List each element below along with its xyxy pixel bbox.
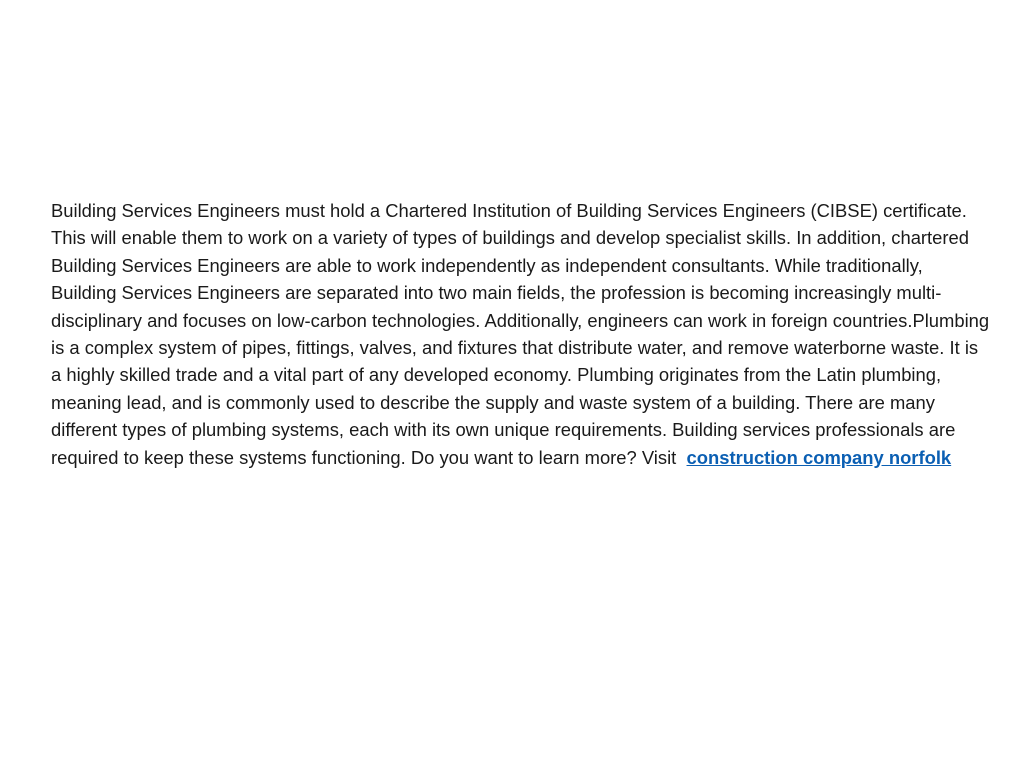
construction-company-link[interactable]: construction company norfolk [686, 446, 952, 468]
body-paragraph [51, 197, 991, 471]
paragraph-text: Building Services Engineers must hold a Chartered Institution of Building Services Engineers (CIBSE) certificate. This will enable them to work on a variety of types of buildings and develop specialist skills. In addition, chartered Building Services Engineers are able to work independently as independent consultants. While traditionally, Building Services Engineers are separated into two main fields, the profession is becoming increasingly multi-disciplinary and focuses on low-carbon technologies. Additionally, engineers can work in foreign countries.Plumbing is a complex system of pipes, fittings, valves, and fixtures that distribute water, and remove waterborne waste. It is a highly skilled trade and a vital part of any developed economy. Plumbing originates from the Latin plumbing, meaning lead, and is commonly used to describe the supply and waste system of a building. There are many different types of plumbing systems, each with its own unique requirements. Building services professionals are required to keep these systems functioning. Do you want to learn more? Visit [51, 200, 990, 468]
